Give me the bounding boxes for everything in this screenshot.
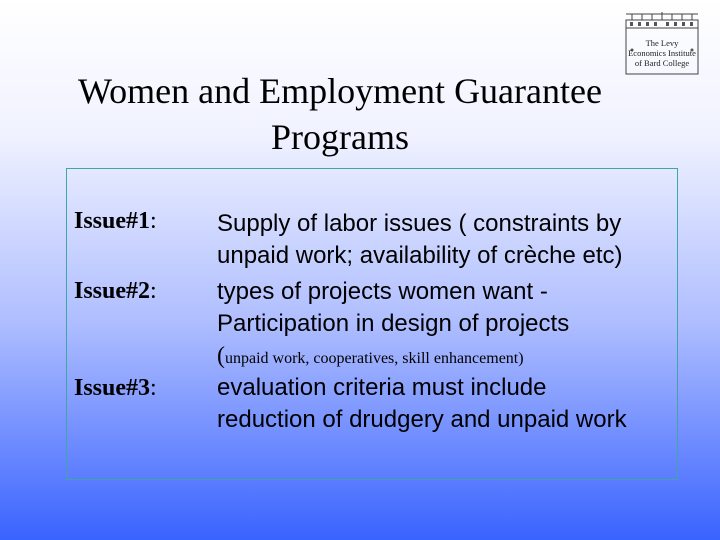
slide-title-line2: Programs — [271, 117, 409, 157]
issue-2-label-colon: : — [150, 278, 157, 304]
issue-3-line2: reduction of drudgery and unpaid work — [217, 406, 627, 433]
issue-1-label-bold: Issue#1 — [74, 208, 151, 234]
issue-2-label — [74, 278, 157, 305]
logo-line2: Economics Institute — [628, 48, 696, 58]
slide-title — [40, 68, 640, 160]
issue-1-text — [217, 208, 677, 272]
issue-3-text — [217, 372, 677, 436]
issue-1-label-colon: : — [150, 208, 157, 234]
issue-1-line2: unpaid work; availability of crèche etc) — [217, 242, 623, 269]
issue-2-small-note: unpaid work, cooperatives, skill enhancement) — [225, 350, 524, 367]
logo-line3: of Bard College — [634, 58, 690, 68]
issue-3-label-bold: Issue#3 — [74, 375, 151, 401]
issue-2-note — [217, 340, 677, 375]
slide-title-line1: Women and Employment Guarantee — [78, 71, 602, 111]
issue-2-label-bold: Issue#2 — [74, 278, 151, 304]
issue-3-label-colon: : — [150, 375, 157, 401]
issue-3-line1: evaluation criteria must include — [217, 374, 547, 401]
issue-1-label — [74, 208, 157, 235]
issue-2-text — [217, 276, 677, 375]
logo-line1: The Levy — [645, 38, 679, 48]
issue-3-label — [74, 375, 157, 402]
levy-institute-logo — [622, 10, 702, 78]
logo-text — [622, 38, 702, 68]
issue-1-line1: Supply of labor issues ( constraints by — [217, 210, 622, 237]
issue-2-paren: ( — [217, 343, 225, 369]
issue-2-line1: types of projects women want - — [217, 278, 548, 305]
issue-2-line2: Participation in design of projects — [217, 310, 570, 337]
